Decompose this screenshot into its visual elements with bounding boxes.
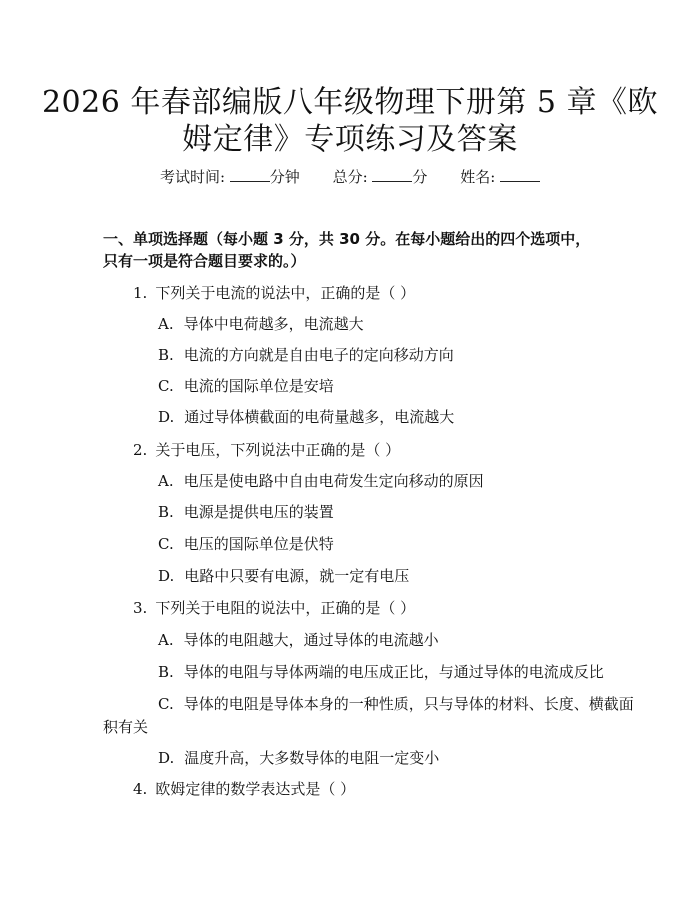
question-stem: 下列关于电流的说法中，正确的是（ ）: [155, 284, 416, 302]
option-text: 电压是使电路中自由电荷发生定向移动的原因: [183, 472, 484, 490]
q1-option-d: [158, 406, 454, 428]
option-text: 电路中只要有电源，就一定有电压: [184, 567, 410, 585]
option-text: 导体的电阻与导体两端的电压成正比，与通过导体的电流成反比: [183, 663, 604, 681]
score-blank: [372, 167, 412, 182]
q2-option-b: [158, 501, 334, 523]
exam-title-line-2: 姆定律》专项练习及答案: [182, 122, 518, 157]
option-letter: B.: [158, 503, 174, 521]
question-stem: 欧姆定律的数学表达式是（ ）: [155, 780, 356, 798]
name-label: 姓名:: [460, 168, 496, 186]
q3-option-a: [158, 629, 439, 651]
q2-option-d: [158, 565, 409, 587]
option-letter: D.: [158, 749, 175, 767]
q2-option-c: [158, 533, 334, 555]
q2-option-a: [158, 470, 484, 492]
question-number: 2.: [133, 441, 148, 459]
option-letter: A.: [158, 315, 174, 333]
question-2: [133, 439, 400, 461]
option-letter: B.: [158, 346, 174, 364]
option-text: 导体的电阻越大，通过导体的电流越小: [183, 631, 439, 649]
exam-meta-line: [0, 166, 700, 188]
option-text: 电流的国际单位是安培: [183, 377, 334, 395]
question-3: [133, 597, 415, 619]
option-letter: B.: [158, 663, 174, 681]
option-letter: D.: [158, 567, 175, 585]
option-letter: A.: [158, 631, 174, 649]
question-stem: 下列关于电阻的说法中，正确的是（ ）: [155, 599, 416, 617]
option-letter: C.: [158, 695, 174, 713]
question-1: [133, 282, 415, 304]
question-number: 4.: [133, 780, 148, 798]
score-field: [333, 168, 433, 186]
score-label: 总分:: [332, 168, 368, 186]
section-heading: 一、单项选择题（每小题 3 分，共 30 分。在每小题给出的四个选项中，只有一项是符合题目要求的。）: [103, 230, 591, 270]
time-label: 考试时间:: [159, 168, 225, 186]
question-number: 3.: [133, 599, 148, 617]
option-text: 通过导体横截面的电荷量越多，电流越大: [184, 408, 455, 426]
q1-option-a: [158, 313, 364, 335]
question-number: 1.: [133, 284, 148, 302]
score-unit: 分: [412, 168, 428, 186]
option-text: 导体中电荷越多，电流越大: [183, 315, 364, 333]
q3-option-b: [158, 661, 604, 683]
time-unit: 分钟: [269, 168, 300, 186]
option-letter: A.: [158, 472, 174, 490]
q1-option-c: [158, 375, 334, 397]
question-stem: 关于电压，下列说法中正确的是（ ）: [155, 441, 401, 459]
option-letter: C.: [158, 535, 174, 553]
option-text: 电源是提供电压的装置: [183, 503, 334, 521]
time-field: [160, 168, 305, 186]
time-blank: [230, 167, 270, 182]
option-letter: D.: [158, 408, 175, 426]
option-letter: C.: [158, 377, 174, 395]
option-text: 导体的电阻是导体本身的一种性质，只与导体的材料、长度、横截面: [183, 695, 634, 713]
q3-option-c-continuation: 积有关: [103, 718, 149, 736]
exam-title-line-1: 2026 年春部编版八年级物理下册第 5 章《欧: [41, 85, 659, 120]
question-4: [133, 778, 355, 800]
option-text: 电压的国际单位是伏特: [183, 535, 334, 553]
option-text: 电流的方向就是自由电子的定向移动方向: [183, 346, 454, 364]
name-blank: [500, 167, 540, 182]
q3-option-d: [158, 747, 439, 769]
name-field: [460, 168, 540, 186]
q3-option-c: [158, 693, 634, 715]
option-text: 温度升高，大多数导体的电阻一定变小: [184, 749, 440, 767]
q1-option-b: [158, 344, 454, 366]
